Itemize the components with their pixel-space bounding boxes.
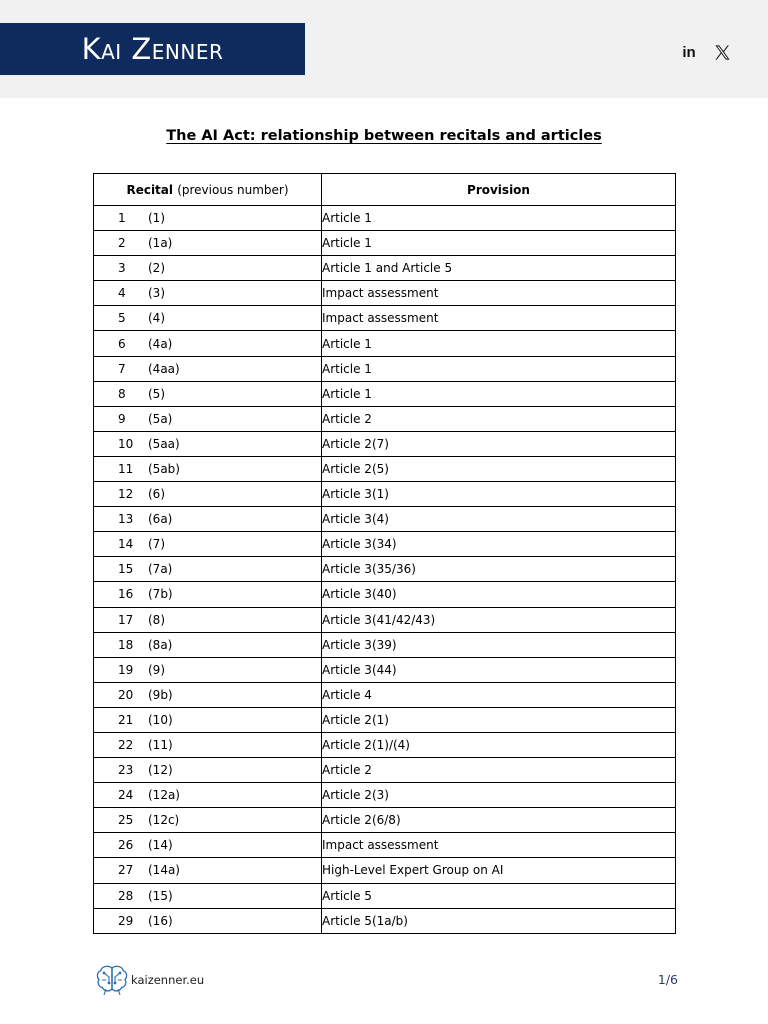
linkedin-icon[interactable]: in bbox=[682, 43, 696, 61]
recital-number: 1 bbox=[118, 211, 126, 226]
provision-cell: Article 2 bbox=[322, 758, 676, 783]
recital-number: 6 bbox=[118, 336, 126, 351]
previous-number: (5ab) bbox=[148, 461, 180, 476]
provision-cell: Article 2(7) bbox=[322, 431, 676, 456]
recital-cell bbox=[94, 632, 322, 657]
recital-cell bbox=[94, 582, 322, 607]
previous-number: (9b) bbox=[148, 687, 173, 702]
previous-number: (8a) bbox=[148, 637, 173, 652]
recital-number: 14 bbox=[118, 537, 134, 552]
table-row bbox=[94, 306, 676, 331]
recital-cell bbox=[94, 206, 322, 231]
recital-number: 3 bbox=[118, 261, 126, 276]
table-row bbox=[94, 532, 676, 557]
brand-name: Kai Zenner bbox=[81, 32, 224, 66]
provision-cell: Impact assessment bbox=[322, 281, 676, 306]
brand-logo[interactable] bbox=[0, 23, 305, 75]
table-row bbox=[94, 256, 676, 281]
recital-number: 7 bbox=[118, 361, 126, 376]
previous-number: (6) bbox=[148, 487, 165, 502]
recital-cell bbox=[94, 682, 322, 707]
previous-number: (7b) bbox=[148, 587, 173, 602]
table-row bbox=[94, 908, 676, 933]
previous-number: (1) bbox=[148, 211, 165, 226]
provision-column-header: Provision bbox=[322, 174, 676, 206]
table-row bbox=[94, 231, 676, 256]
provision-cell: Article 4 bbox=[322, 682, 676, 707]
table-row bbox=[94, 632, 676, 657]
recital-number: 8 bbox=[118, 386, 126, 401]
recital-number: 16 bbox=[118, 587, 134, 602]
recital-cell bbox=[94, 431, 322, 456]
recital-cell bbox=[94, 456, 322, 481]
recital-cell bbox=[94, 406, 322, 431]
previous-number: (10) bbox=[148, 712, 173, 727]
table-row bbox=[94, 281, 676, 306]
recital-cell bbox=[94, 607, 322, 632]
provision-cell: High-Level Expert Group on AI bbox=[322, 858, 676, 883]
provision-cell: Article 3(40) bbox=[322, 582, 676, 607]
provision-cell: Article 3(39) bbox=[322, 632, 676, 657]
table-row bbox=[94, 732, 676, 757]
previous-number: (5) bbox=[148, 386, 165, 401]
table-row bbox=[94, 406, 676, 431]
recital-number: 17 bbox=[118, 612, 134, 627]
table-row bbox=[94, 557, 676, 582]
previous-number: (2) bbox=[148, 261, 165, 276]
x-logo-icon[interactable] bbox=[710, 40, 734, 64]
recitals-articles-table bbox=[93, 173, 676, 934]
recital-cell bbox=[94, 532, 322, 557]
recital-number: 11 bbox=[118, 461, 134, 476]
previous-number: (4aa) bbox=[148, 361, 180, 376]
provision-cell: Article 2(1)/(4) bbox=[322, 732, 676, 757]
recital-cell bbox=[94, 758, 322, 783]
previous-number: (5a) bbox=[148, 411, 173, 426]
previous-number: (14) bbox=[148, 838, 173, 853]
provision-cell: Article 1 bbox=[322, 331, 676, 356]
footer-logo[interactable] bbox=[95, 963, 204, 997]
recital-cell bbox=[94, 707, 322, 732]
recital-number: 18 bbox=[118, 637, 134, 652]
table-row bbox=[94, 833, 676, 858]
provision-cell: Article 3(41/42/43) bbox=[322, 607, 676, 632]
recital-number: 23 bbox=[118, 763, 134, 778]
provision-cell: Article 1 bbox=[322, 381, 676, 406]
previous-number: (8) bbox=[148, 612, 165, 627]
recital-number: 9 bbox=[118, 411, 126, 426]
table-row bbox=[94, 858, 676, 883]
recital-number: 20 bbox=[118, 687, 134, 702]
table-row bbox=[94, 582, 676, 607]
previous-number: (4a) bbox=[148, 336, 173, 351]
recital-cell bbox=[94, 657, 322, 682]
recital-number: 15 bbox=[118, 562, 134, 577]
brain-circuit-icon bbox=[95, 963, 129, 997]
recital-cell bbox=[94, 833, 322, 858]
recital-cell bbox=[94, 231, 322, 256]
provision-cell: Article 2(6/8) bbox=[322, 808, 676, 833]
provision-cell: Article 1 and Article 5 bbox=[322, 256, 676, 281]
provision-cell: Article 2 bbox=[322, 406, 676, 431]
table-row bbox=[94, 356, 676, 381]
recital-cell bbox=[94, 808, 322, 833]
previous-number: (12c) bbox=[148, 813, 180, 828]
recital-number: 19 bbox=[118, 662, 134, 677]
table-row bbox=[94, 682, 676, 707]
recital-number: 13 bbox=[118, 512, 134, 527]
previous-number: (1a) bbox=[148, 236, 173, 251]
provision-cell: Article 1 bbox=[322, 206, 676, 231]
recital-number: 2 bbox=[118, 236, 126, 251]
provision-cell: Article 3(44) bbox=[322, 657, 676, 682]
previous-number: (11) bbox=[148, 738, 173, 753]
footer-site-link[interactable]: kaizenner.eu bbox=[131, 973, 205, 987]
table-row bbox=[94, 507, 676, 532]
table-row bbox=[94, 883, 676, 908]
table-row bbox=[94, 206, 676, 231]
previous-number: (12a) bbox=[148, 788, 180, 803]
table-header-row bbox=[94, 174, 676, 206]
recital-number: 25 bbox=[118, 813, 134, 828]
previous-number: (5aa) bbox=[148, 436, 180, 451]
recital-cell bbox=[94, 883, 322, 908]
previous-number: (7) bbox=[148, 537, 165, 552]
recital-cell bbox=[94, 858, 322, 883]
recital-cell bbox=[94, 557, 322, 582]
recital-cell bbox=[94, 783, 322, 808]
recital-cell bbox=[94, 356, 322, 381]
table-row bbox=[94, 482, 676, 507]
recital-number: 28 bbox=[118, 888, 134, 903]
provision-cell: Article 1 bbox=[322, 356, 676, 381]
previous-number: (7a) bbox=[148, 562, 173, 577]
provision-cell: Article 2(3) bbox=[322, 783, 676, 808]
recital-cell bbox=[94, 732, 322, 757]
previous-number: (4) bbox=[148, 311, 165, 326]
recital-cell bbox=[94, 306, 322, 331]
table-row bbox=[94, 381, 676, 406]
table-row bbox=[94, 808, 676, 833]
recital-number: 5 bbox=[118, 311, 126, 326]
previous-number: (12) bbox=[148, 763, 173, 778]
table-row bbox=[94, 707, 676, 732]
recital-number: 26 bbox=[118, 838, 134, 853]
recital-number: 27 bbox=[118, 863, 134, 878]
table-body bbox=[94, 206, 676, 934]
recital-number: 12 bbox=[118, 487, 134, 502]
recital-cell bbox=[94, 381, 322, 406]
recital-number: 29 bbox=[118, 913, 134, 928]
provision-cell: Article 3(1) bbox=[322, 482, 676, 507]
provision-cell: Article 3(4) bbox=[322, 507, 676, 532]
recital-cell bbox=[94, 331, 322, 356]
previous-number: (16) bbox=[148, 913, 173, 928]
table-row bbox=[94, 758, 676, 783]
provision-cell: Article 2(5) bbox=[322, 456, 676, 481]
table-row bbox=[94, 607, 676, 632]
table-row bbox=[94, 331, 676, 356]
table-row bbox=[94, 783, 676, 808]
provision-cell: Article 1 bbox=[322, 231, 676, 256]
recital-cell bbox=[94, 482, 322, 507]
provision-cell: Impact assessment bbox=[322, 833, 676, 858]
recital-cell bbox=[94, 281, 322, 306]
recital-number: 22 bbox=[118, 738, 134, 753]
table-row bbox=[94, 657, 676, 682]
document-title: The AI Act: relationship between recitals and articles bbox=[166, 128, 602, 144]
recital-number: 10 bbox=[118, 436, 134, 451]
recital-number: 21 bbox=[118, 712, 134, 727]
provision-cell: Article 3(35/36) bbox=[322, 557, 676, 582]
previous-number: (14a) bbox=[148, 863, 180, 878]
table-row bbox=[94, 431, 676, 456]
recital-number: 4 bbox=[118, 286, 126, 301]
previous-number: (9) bbox=[148, 662, 165, 677]
provision-cell: Impact assessment bbox=[322, 306, 676, 331]
provision-cell: Article 2(1) bbox=[322, 707, 676, 732]
previous-number: (3) bbox=[148, 286, 165, 301]
recital-column-header: Recital (previous number) bbox=[94, 174, 322, 206]
recital-cell bbox=[94, 256, 322, 281]
recital-cell bbox=[94, 507, 322, 532]
recital-cell bbox=[94, 908, 322, 933]
provision-cell: Article 5(1a/b) bbox=[322, 908, 676, 933]
provision-cell: Article 5 bbox=[322, 883, 676, 908]
recital-number: 24 bbox=[118, 788, 134, 803]
previous-number: (6a) bbox=[148, 512, 173, 527]
provision-cell: Article 3(34) bbox=[322, 532, 676, 557]
page-number: 1/6 bbox=[657, 972, 678, 987]
previous-number: (15) bbox=[148, 888, 173, 903]
table-row bbox=[94, 456, 676, 481]
